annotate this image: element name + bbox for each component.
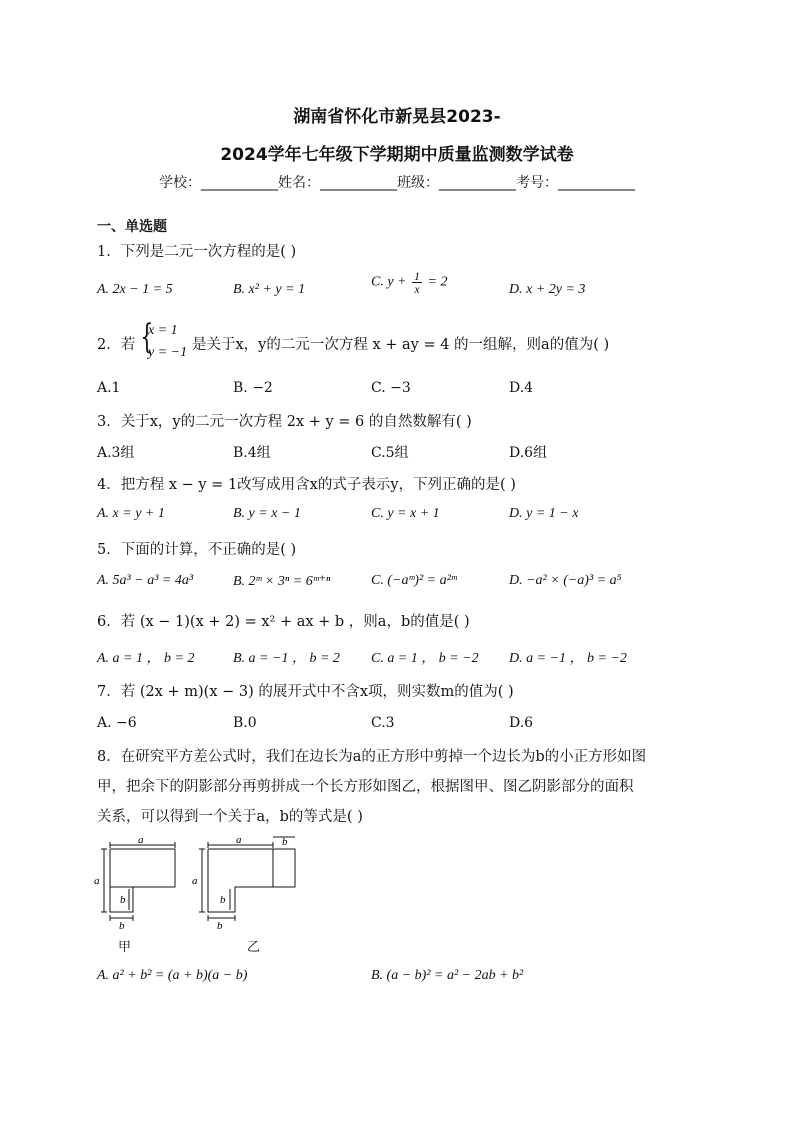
label-a-top-yi: a <box>236 834 242 846</box>
question-8-line2: 甲，把余下的阴影部分再剪拼成一个长方形如图乙，根据图甲、图乙阴影部分的面积 <box>97 779 634 795</box>
equation-system-brace: { <box>140 317 154 357</box>
question-2-prefix: 2．若 <box>97 337 136 353</box>
question-3-option-c: C.5组 <box>371 445 409 461</box>
question-2-option-b: B. −2 <box>233 380 273 396</box>
question-4-option-d: D. y = 1 − x <box>509 506 579 521</box>
fraction-denominator: x <box>414 282 420 296</box>
question-8-line3: 关系，可以得到一个关于a，b的等式是( ) <box>97 809 363 825</box>
student-info-line: 学校：___________姓名：___________班级：___________考号：___________ <box>159 175 635 191</box>
figure-jia <box>101 842 175 921</box>
question-1-option-b: B. x² + y = 1 <box>233 282 306 297</box>
question-4-option-c: C. y = x + 1 <box>371 506 440 521</box>
question-8-option-a: A. a² + b² = (a + b)(a − b) <box>97 968 248 983</box>
question-1-option-d: D. x + 2y = 3 <box>509 282 586 297</box>
question-5-stem: 5．下面的计算，不正确的是( ) <box>97 542 297 558</box>
question-1-stem: 1．下列是二元一次方程的是( ) <box>97 244 297 260</box>
label-b-inner-jia: b <box>120 894 126 906</box>
question-4-option-b: B. y = x − 1 <box>233 506 301 521</box>
label-a-left-yi: a <box>192 875 198 887</box>
question-8-option-b: B. (a − b)² = a² − 2ab + b² <box>371 968 524 983</box>
question-3-option-b: B.4组 <box>233 445 271 461</box>
question-7-option-b: B.0 <box>233 715 257 731</box>
exam-title-line2: 2024学年七年级下学期期中质量监测数学试卷 <box>220 145 574 165</box>
label-b-bottom-yi: b <box>217 920 223 932</box>
figure-yi <box>199 837 295 921</box>
question-4-option-a: A. x = y + 1 <box>97 506 165 521</box>
question-5-option-d: D. −a² × (−a)³ = a⁵ <box>509 573 622 588</box>
question-2-option-d: D.4 <box>509 380 534 396</box>
label-a-left-jia: a <box>94 875 100 887</box>
question-1-option-c <box>371 270 447 295</box>
question-2-stem: 是关于x，y的二元一次方程 x + ay = 4 的一组解，则a的值为( ) <box>192 337 610 353</box>
question-7-option-d: D.6 <box>509 715 534 731</box>
question-3-option-a: A.3组 <box>97 445 135 461</box>
question-7-option-a: A. −6 <box>97 715 137 731</box>
question-7-stem: 7．若 (2x + m)(x − 3) 的展开式中不含x项，则实数m的值为( ) <box>97 684 514 700</box>
question-1-option-a: A. 2x − 1 = 5 <box>97 282 173 297</box>
question-5-option-b: B. 2ᵐ × 3ⁿ = 6ᵐ⁺ⁿ <box>233 574 331 589</box>
question-1-option-c-suffix: = 2 <box>427 274 448 290</box>
section-heading: 一、单选题 <box>97 219 167 235</box>
label-a-top-jia: a <box>138 834 144 846</box>
question-3-option-d: D.6组 <box>509 445 548 461</box>
question-2-option-a: A.1 <box>97 380 121 396</box>
question-6-option-a: A. a = 1 ， b = 2 <box>97 651 195 666</box>
system-equation-2: y = −1 <box>148 345 188 360</box>
question-6-option-c: C. a = 1 ， b = −2 <box>371 651 479 666</box>
question-5-option-c: C. (−aᵐ)² = a²ᵐ <box>371 573 457 588</box>
question-2-option-c: C. −3 <box>371 380 411 396</box>
label-b-bottom-jia: b <box>119 920 125 932</box>
figure-caption-yi: 乙 <box>247 940 261 955</box>
label-b-top-yi: b <box>282 836 288 848</box>
question-6-stem: 6．若 (x − 1)(x + 2) = x² + ax + b ，则a，b的值是( ) <box>97 614 470 630</box>
question-4-stem: 4．把方程 x − y = 1改写成用含x的式子表示y，下列正确的是( ) <box>97 477 516 493</box>
question-7-option-c: C.3 <box>371 715 395 731</box>
question-5-option-a: A. 5a³ − a³ = 4a³ <box>97 573 194 588</box>
question-6-option-b: B. a = −1 ， b = 2 <box>233 651 340 666</box>
system-equation-1: x = 1 <box>148 323 178 338</box>
question-6-option-d: D. a = −1 ， b = −2 <box>509 651 627 666</box>
question-8-line1: 8．在研究平方差公式时，我们在边长为a的正方形中剪掉一个边长为b的小正方形如图 <box>97 749 647 765</box>
fraction-one-over-x <box>412 270 422 295</box>
label-b-inner-yi: b <box>220 894 226 906</box>
question-3-stem: 3．关于x，y的二元一次方程 2x + y = 6 的自然数解有( ) <box>97 414 472 430</box>
figure-caption-jia: 甲 <box>118 940 132 955</box>
question-1-option-c-prefix: C. y + <box>371 274 407 290</box>
fraction-numerator: 1 <box>414 269 420 283</box>
exam-title-line1: 湖南省怀化市新晃县2023- <box>293 107 501 127</box>
